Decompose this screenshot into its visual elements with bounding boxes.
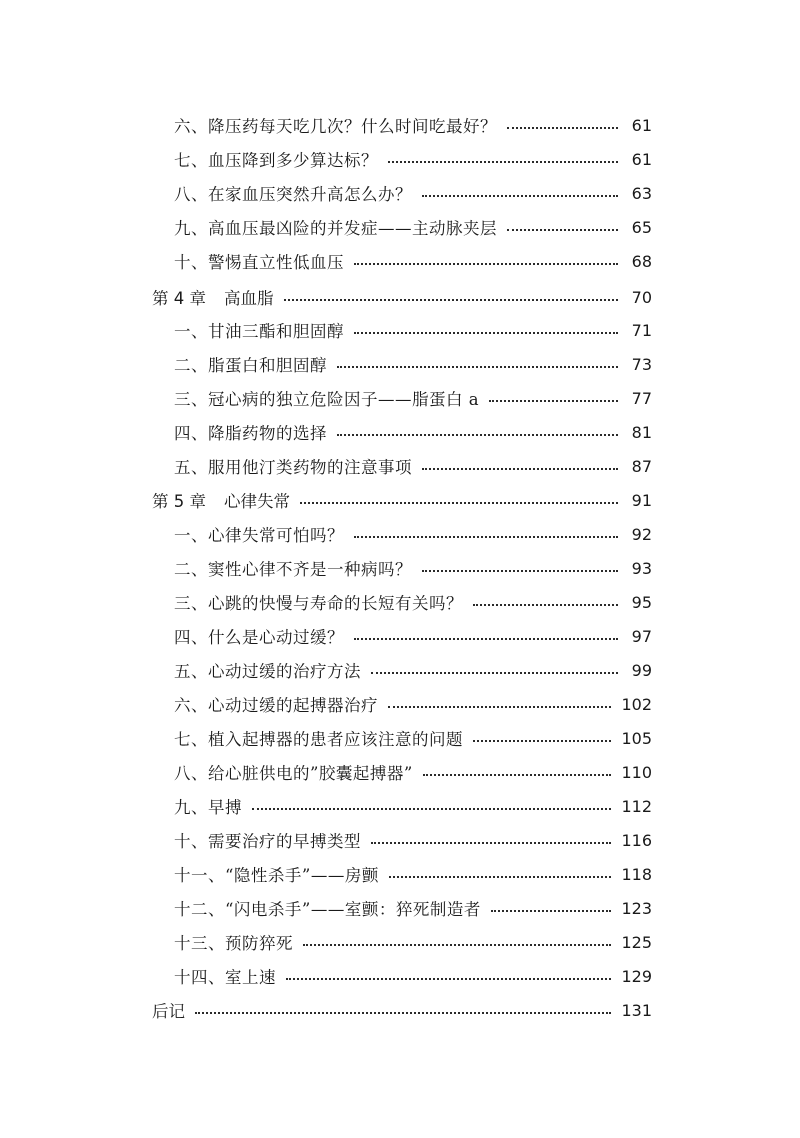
dot-leader <box>491 909 612 912</box>
toc-page-number: 97 <box>631 626 652 646</box>
toc-entry[interactable] <box>0 653 800 687</box>
toc-entry[interactable] <box>0 176 800 210</box>
toc-page-number: 61 <box>631 115 652 135</box>
toc-entry-title: 九、高血压最凶险的并发症——主动脉夹层 <box>174 219 497 238</box>
toc-page-number: 71 <box>631 320 652 340</box>
toc-entry-title: 三、冠心病的独立危险因子——脂蛋白 a <box>174 390 480 409</box>
toc-entry-title: 五、服用他汀类药物的注意事项 <box>174 458 412 477</box>
chapter-title: 高血脂 <box>224 289 274 308</box>
dot-leader <box>507 126 618 129</box>
toc-entry-title: 十、需要治疗的早搏类型 <box>174 832 361 851</box>
afterword-title: 后记 <box>152 1002 185 1021</box>
toc-chapter[interactable] <box>0 280 800 314</box>
toc-page-number: 112 <box>621 796 652 816</box>
toc-entry-title: 九、早搏 <box>174 798 242 817</box>
toc-entry-title: 十、警惕直立性低血压 <box>174 253 344 272</box>
toc-entry[interactable] <box>0 449 800 483</box>
toc-page-number: 68 <box>631 251 652 271</box>
toc-entry-title: 十三、预防猝死 <box>174 934 293 953</box>
toc-chapter[interactable] <box>0 483 800 517</box>
dot-leader <box>489 399 618 402</box>
toc-entry[interactable] <box>0 789 800 823</box>
toc-entry-title: 三、心跳的快慢与寿命的长短有关吗？ <box>174 594 463 613</box>
dot-leader <box>389 875 612 878</box>
dot-leader <box>354 535 618 538</box>
toc-entry-title: 八、在家血压突然升高怎么办？ <box>174 185 412 204</box>
toc-page-number: 81 <box>631 422 652 442</box>
toc-entry-title: 二、窦性心律不齐是一种病吗？ <box>174 560 412 579</box>
dot-leader <box>354 331 618 334</box>
toc-entry[interactable] <box>0 313 800 347</box>
toc-entry-title: 七、植入起搏器的患者应该注意的问题 <box>174 730 463 749</box>
dot-leader <box>337 433 618 436</box>
dot-leader <box>300 501 618 504</box>
toc-entry[interactable] <box>0 347 800 381</box>
toc-page-number: 93 <box>631 558 652 578</box>
toc-page-number: 105 <box>621 728 652 748</box>
dot-leader <box>423 773 612 776</box>
toc-entry[interactable] <box>0 381 800 415</box>
chapter-number: 第 5 章 <box>152 492 206 511</box>
dot-leader <box>473 603 618 606</box>
dot-leader <box>354 262 618 265</box>
toc-entry-title: 五、心动过缓的治疗方法 <box>174 662 361 681</box>
toc-page-number: 65 <box>631 217 652 237</box>
dot-leader <box>195 1011 611 1014</box>
toc-entry[interactable] <box>0 857 800 891</box>
dot-leader <box>371 841 611 844</box>
toc-entry[interactable] <box>0 551 800 585</box>
toc-entry[interactable] <box>0 244 800 278</box>
toc-entry[interactable] <box>0 415 800 449</box>
toc-page-number: 95 <box>631 592 652 612</box>
toc-entry-title: 六、降压药每天吃几次？什么时间吃最好？ <box>174 117 497 136</box>
toc-entry-title: 一、甘油三酯和胆固醇 <box>174 322 344 341</box>
toc-entry-title: 十四、室上速 <box>174 968 276 987</box>
dot-leader <box>371 671 618 674</box>
toc-page-number: 99 <box>631 660 652 680</box>
toc-page-number: 73 <box>631 354 652 374</box>
dot-leader <box>354 637 618 640</box>
toc-page-number: 131 <box>621 1000 652 1020</box>
toc-entry-title: 六、心动过缓的起搏器治疗 <box>174 696 378 715</box>
dot-leader <box>252 807 611 810</box>
chapter-title: 心律失常 <box>224 492 290 511</box>
chapter-number: 第 4 章 <box>152 289 206 308</box>
dot-leader <box>473 739 611 742</box>
dot-leader <box>422 569 618 572</box>
toc-page-number: 77 <box>631 388 652 408</box>
toc-entry[interactable] <box>0 959 800 993</box>
toc-entry[interactable] <box>0 721 800 755</box>
dot-leader <box>388 705 611 708</box>
toc-entry-title: 八、给心脏供电的”胶囊起搏器” <box>174 764 413 783</box>
toc-entry-title: 四、什么是心动过缓？ <box>174 628 344 647</box>
toc-page-number: 91 <box>631 490 652 510</box>
dot-leader <box>337 365 618 368</box>
toc-entry-title: 一、心律失常可怕吗？ <box>174 526 344 545</box>
dot-leader <box>286 977 611 980</box>
toc-entry[interactable] <box>0 687 800 721</box>
dot-leader <box>284 298 619 301</box>
toc-entry[interactable] <box>0 585 800 619</box>
toc-entry[interactable] <box>0 823 800 857</box>
toc-page-number: 61 <box>631 149 652 169</box>
toc-entry-title: 十二、“闪电杀手”——室颤：猝死制造者 <box>174 900 481 919</box>
toc-page-number: 87 <box>631 456 652 476</box>
toc-entry-title: 七、血压降到多少算达标？ <box>174 151 378 170</box>
dot-leader <box>507 228 618 231</box>
toc-entry[interactable] <box>0 142 800 176</box>
toc-entry-title: 十一、“隐性杀手”——房颤 <box>174 866 379 885</box>
toc-page-number: 118 <box>621 864 652 884</box>
toc-entry[interactable] <box>0 925 800 959</box>
dot-leader <box>422 467 618 470</box>
toc-page-number: 102 <box>621 694 652 714</box>
toc-entry-title: 二、脂蛋白和胆固醇 <box>174 356 327 375</box>
toc-page-number: 123 <box>621 898 652 918</box>
toc-entry[interactable] <box>0 891 800 925</box>
toc-entry-title: 四、降脂药物的选择 <box>174 424 327 443</box>
toc-page-number: 125 <box>621 932 652 952</box>
toc-entry[interactable] <box>0 517 800 551</box>
toc-page-number: 110 <box>621 762 652 782</box>
toc-entry[interactable] <box>0 755 800 789</box>
dot-leader <box>388 160 618 163</box>
toc-page-number: 116 <box>621 830 652 850</box>
toc-page-number: 92 <box>631 524 652 544</box>
toc-entry[interactable] <box>0 108 800 142</box>
dot-leader <box>303 943 611 946</box>
toc-page-number: 63 <box>631 183 652 203</box>
toc-afterword[interactable] <box>0 993 800 1027</box>
toc-page-number: 70 <box>631 287 652 307</box>
toc-entry[interactable] <box>0 619 800 653</box>
toc-page-number: 129 <box>621 966 652 986</box>
dot-leader <box>422 194 618 197</box>
toc-entry[interactable] <box>0 210 800 244</box>
